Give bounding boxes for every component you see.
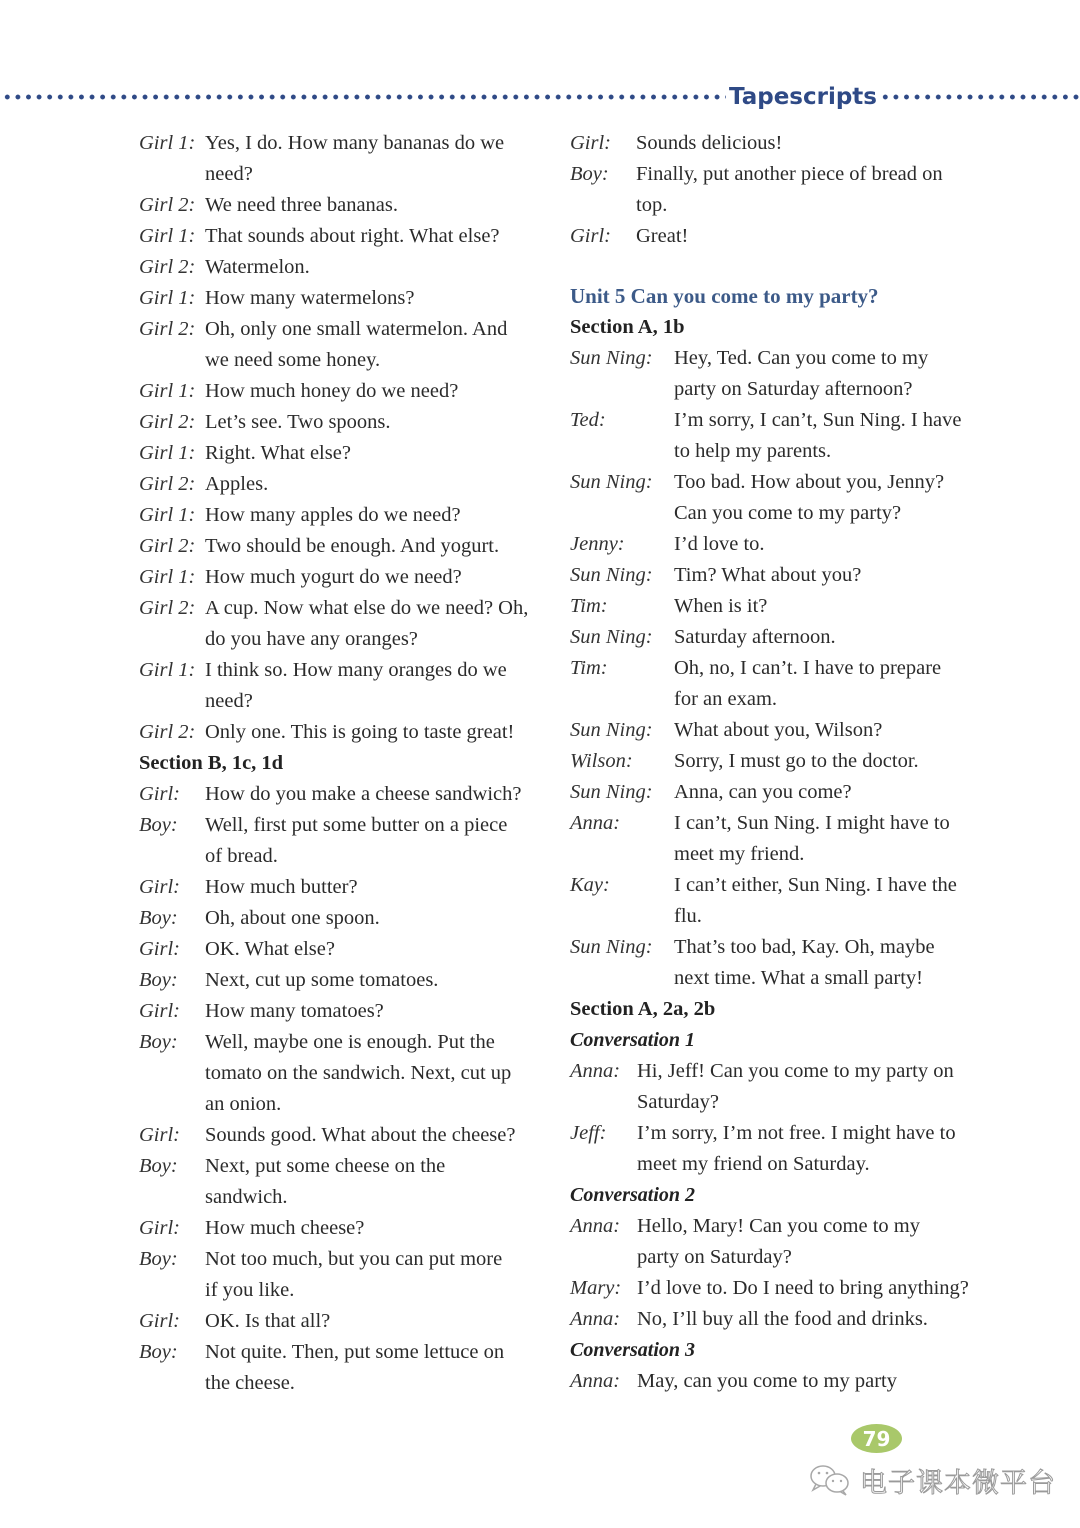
speaker-label: Mary: (570, 1277, 622, 1299)
speaker-label: Boy: (139, 969, 178, 991)
speaker-label: Sun Ning: (570, 626, 653, 648)
dialogue-text: Tim? What about you? (674, 564, 862, 586)
dialogue-text: sandwich. (205, 1186, 288, 1208)
header-title: Tapescripts (728, 84, 877, 110)
dialogue-line (139, 1089, 549, 1120)
speaker-label: Boy: (139, 1248, 178, 1270)
dialogue-text: Two should be enough. And yogurt. (205, 535, 500, 557)
speaker-label: Boy: (139, 1031, 178, 1053)
dialogue-line (139, 810, 549, 841)
dialogue-line (139, 1182, 549, 1213)
speaker-label: Girl 2: (139, 597, 196, 619)
dialogue-text: That’s too bad, Kay. Oh, maybe (674, 936, 935, 958)
dialogue-line (570, 1056, 980, 1087)
dialogue-text: Anna, can you come? (674, 781, 852, 803)
dialogue-text: next time. What a small party! (674, 967, 923, 989)
speaker-label: Girl 1: (139, 132, 196, 154)
dialogue-line (570, 343, 980, 374)
speaker-label: Sun Ning: (570, 781, 653, 803)
dialogue-line (139, 407, 549, 438)
watermark-text: 电子课本微平台 (860, 1467, 1056, 1499)
dialogue-line (570, 653, 980, 684)
dialogue-line (570, 1149, 980, 1180)
dialogue-line (570, 1273, 980, 1304)
speaker-label: Sun Ning: (570, 347, 653, 369)
dialogue-text: do you have any oranges? (205, 628, 418, 650)
dialogue-text: Oh, only one small watermelon. And (205, 318, 508, 340)
speaker-label (570, 1087, 637, 1118)
dialogue-line (570, 1118, 980, 1149)
dialogue-text: need? (205, 690, 253, 712)
dialogue-text: Oh, about one spoon. (205, 907, 380, 929)
speaker-label: Girl 1: (139, 566, 196, 588)
speaker-label: Girl 1: (139, 659, 196, 681)
dialogue-line (139, 469, 549, 500)
speaker-label: Girl 2: (139, 318, 196, 340)
speaker-label: Girl: (570, 225, 611, 247)
speaker-label (570, 498, 674, 529)
dialogue-text: I’d love to. (674, 533, 765, 555)
dialogue-line (570, 777, 980, 808)
dialogue-text: I’d love to. Do I need to bring anything? (637, 1277, 969, 1299)
dialogue-line (570, 374, 980, 405)
dialogue-text: Only one. This is going to taste great! (205, 721, 515, 743)
dialogue-fruit-smoothie (139, 128, 549, 748)
dialogue-text: we need some honey. (205, 349, 381, 371)
dialogue-line (139, 221, 549, 252)
dialogue-line (570, 1087, 980, 1118)
dialogue-text: Not quite. Then, put some lettuce on (205, 1341, 505, 1363)
speaker-label: Girl: (139, 938, 180, 960)
speaker-label (570, 1242, 637, 1273)
dialogue-text: Watermelon. (205, 256, 310, 278)
dialogue-text: Well, first put some butter on a piece (205, 814, 508, 836)
speaker-label (139, 345, 205, 376)
speaker-label (139, 1182, 205, 1213)
dialogue-text: Hi, Jeff! Can you come to my party on (637, 1060, 954, 1082)
dialogue-line (570, 622, 980, 653)
speaker-label: Girl 2: (139, 721, 196, 743)
dialogue-section-a-1b (570, 343, 980, 994)
speaker-label (570, 374, 674, 405)
dialogue-line (139, 1244, 549, 1275)
speaker-label: Anna: (570, 1215, 621, 1237)
dialogue-text: party on Saturday afternoon? (674, 378, 913, 400)
dialogue-cheese-sandwich (139, 779, 549, 1399)
speaker-label: Girl: (139, 1000, 180, 1022)
speaker-label: Girl 1: (139, 225, 196, 247)
dialogue-line (570, 684, 980, 715)
dialogue-text: I can’t either, Sun Ning. I have the (674, 874, 957, 896)
section-heading: Section B, 1c, 1d (139, 752, 284, 774)
dialogue-line (139, 345, 549, 376)
dialogue-text: Finally, put another piece of bread on (636, 163, 943, 185)
dialogue-text: Hey, Ted. Can you come to my (674, 347, 929, 369)
dialogue-text: How much yogurt do we need? (205, 566, 462, 588)
speaker-label: Sun Ning: (570, 471, 653, 493)
speaker-label (570, 839, 674, 870)
speaker-label: Girl 1: (139, 504, 196, 526)
left-column (139, 128, 549, 1399)
conversation-heading: Conversation 1 (570, 1029, 696, 1051)
dialogue-text: Let’s see. Two spoons. (205, 411, 391, 433)
dialogue-text: Oh, no, I can’t. I have to prepare (674, 657, 942, 679)
dialogue-line (139, 903, 549, 934)
dialogue-line (139, 1120, 549, 1151)
dialogue-line (570, 839, 980, 870)
speaker-label: Boy: (570, 163, 609, 185)
dialogue-line (570, 1211, 980, 1242)
dialogue-line (139, 500, 549, 531)
dialogue-text: Great! (636, 225, 689, 247)
speaker-label: Girl 1: (139, 442, 196, 464)
speaker-label: Kay: (570, 874, 610, 896)
speaker-label: Jenny: (570, 533, 625, 555)
dialogue-text: I think so. How many oranges do we (205, 659, 507, 681)
dialogue-text: That sounds about right. What else? (205, 225, 500, 247)
speaker-label (139, 1089, 205, 1120)
dialogue-line (139, 1337, 549, 1368)
speaker-label: Sun Ning: (570, 936, 653, 958)
dialogue-text: No, I’ll buy all the food and drinks. (637, 1308, 928, 1330)
speaker-label: Girl 2: (139, 411, 196, 433)
conversation-dialogue (570, 1056, 980, 1180)
dialogue-text: Right. What else? (205, 442, 351, 464)
speaker-label: Boy: (139, 1155, 178, 1177)
speaker-label (139, 1058, 205, 1089)
speaker-label: Anna: (570, 812, 621, 834)
dialogue-line (139, 717, 549, 748)
dialogue-text: How many tomatoes? (205, 1000, 384, 1022)
dialogue-line (139, 1275, 549, 1306)
dialogue-text: tomato on the sandwich. Next, cut up (205, 1062, 512, 1084)
dialogue-line (570, 128, 980, 159)
dialogue-text: flu. (674, 905, 702, 927)
dialogue-line (570, 467, 980, 498)
dialogue-line (139, 1151, 549, 1182)
speaker-label (139, 841, 205, 872)
dialogue-line (570, 529, 980, 560)
speaker-label: Boy: (139, 814, 178, 836)
dialogue-text: When is it? (674, 595, 768, 617)
dialogue-line (139, 872, 549, 903)
section-heading: Section A, 2a, 2b (570, 998, 716, 1020)
speaker-label: Girl 2: (139, 194, 196, 216)
dialogue-line (570, 405, 980, 436)
speaker-label: Ted: (570, 409, 606, 431)
speaker-label: Tim: (570, 595, 608, 617)
speaker-label (139, 159, 205, 190)
dialogue-text: OK. Is that all? (205, 1310, 331, 1332)
dialogue-line (139, 128, 549, 159)
dialogue-text: May, can you come to my party (637, 1370, 897, 1392)
speaker-label: Girl 2: (139, 256, 196, 278)
conversation-dialogue (570, 1366, 980, 1397)
dialogue-text: I can’t, Sun Ning. I might have to (674, 812, 950, 834)
dialogue-text: to help my parents. (674, 440, 832, 462)
dialogue-line (139, 655, 549, 686)
speaker-label: Anna: (570, 1370, 621, 1392)
dialogue-line (570, 870, 980, 901)
dotted-rule-left (2, 94, 726, 100)
dialogue-line (570, 221, 980, 252)
watermark (808, 1460, 1056, 1500)
dialogue-line (570, 1304, 980, 1335)
speaker-label: Wilson: (570, 750, 633, 772)
dialogue-line (570, 808, 980, 839)
dialogue-line (139, 996, 549, 1027)
dialogue-text: Saturday? (637, 1091, 719, 1113)
dialogue-text: What about you, Wilson? (674, 719, 883, 741)
speaker-label: Girl 2: (139, 473, 196, 495)
speaker-label (570, 963, 674, 994)
dialogue-text: Not too much, but you can put more (205, 1248, 503, 1270)
dialogue-line (139, 252, 549, 283)
speaker-label (570, 190, 636, 221)
dialogue-line (139, 1368, 549, 1399)
conversation-heading: Conversation 2 (570, 1184, 696, 1206)
speaker-label: Girl: (139, 783, 180, 805)
page-header (0, 84, 1080, 110)
dialogue-text: How do you make a cheese sandwich? (205, 783, 522, 805)
dialogue-text: Next, cut up some tomatoes. (205, 969, 439, 991)
dialogue-line (570, 159, 980, 190)
dialogue-text: Well, maybe one is enough. Put the (205, 1031, 495, 1053)
dialogue-text: meet my friend. (674, 843, 805, 865)
dialogue-text: A cup. Now what else do we need? Oh, (205, 597, 529, 619)
conversation-dialogue (570, 1211, 980, 1335)
dialogue-text: Sorry, I must go to the doctor. (674, 750, 919, 772)
dialogue-line (570, 1366, 980, 1397)
dialogue-text: Yes, I do. How many bananas do we (205, 132, 505, 154)
dialogue-line (139, 190, 549, 221)
dialogue-line (139, 965, 549, 996)
dialogue-line (570, 1242, 980, 1273)
unit-title: Unit 5 Can you come to my party? (570, 284, 879, 308)
speaker-label: Anna: (570, 1060, 621, 1082)
dialogue-line (570, 498, 980, 529)
dialogue-line (139, 438, 549, 469)
dialogue-text: of bread. (205, 845, 278, 867)
speaker-label (570, 1149, 637, 1180)
dialogue-line (570, 715, 980, 746)
dialogue-line (139, 314, 549, 345)
dialogue-line (570, 436, 980, 467)
section-heading: Section A, 1b (570, 316, 685, 338)
dialogue-line (139, 283, 549, 314)
dialogue-text: Next, put some cheese on the (205, 1155, 446, 1177)
dialogue-line (139, 1058, 549, 1089)
speaker-label (570, 684, 674, 715)
dialogue-line (570, 591, 980, 622)
speaker-label: Girl 1: (139, 287, 196, 309)
speaker-label (570, 436, 674, 467)
speaker-label: Sun Ning: (570, 564, 653, 586)
dialogue-text: Can you come to my party? (674, 502, 902, 524)
dialogue-line (139, 779, 549, 810)
dialogue-line (570, 746, 980, 777)
dialogue-text: OK. What else? (205, 938, 335, 960)
speaker-label: Jeff: (570, 1122, 607, 1144)
speaker-label: Boy: (139, 1341, 178, 1363)
dialogue-text: How many apples do we need? (205, 504, 461, 526)
speaker-label: Girl: (570, 132, 611, 154)
dialogue-text: an onion. (205, 1093, 282, 1115)
speaker-label: Anna: (570, 1308, 621, 1330)
dialogue-text: How much cheese? (205, 1217, 365, 1239)
dialogue-line (139, 624, 549, 655)
dialogue-line (570, 901, 980, 932)
dialogue-line (139, 376, 549, 407)
dialogue-line (139, 593, 549, 624)
dialogue-sandwich-continued (570, 128, 980, 252)
dialogue-text: top. (636, 194, 668, 216)
dialogue-text: How many watermelons? (205, 287, 415, 309)
speaker-label: Sun Ning: (570, 719, 653, 741)
dialogue-text: if you like. (205, 1279, 295, 1301)
speaker-label: Girl 1: (139, 380, 196, 402)
dialogue-line (139, 841, 549, 872)
dialogue-text: Sounds good. What about the cheese? (205, 1124, 516, 1146)
speaker-label: Tim: (570, 657, 608, 679)
dialogue-text: We need three bananas. (205, 194, 398, 216)
dialogue-line (570, 190, 980, 221)
speaker-label (139, 624, 205, 655)
dialogue-line (139, 531, 549, 562)
dialogue-line (570, 963, 980, 994)
dialogue-line (139, 686, 549, 717)
speaker-label: Boy: (139, 907, 178, 929)
conversation-heading: Conversation 3 (570, 1339, 696, 1361)
right-column (570, 128, 980, 1397)
dialogue-line (139, 562, 549, 593)
dialogue-text: Too bad. How about you, Jenny? (674, 471, 945, 493)
dialogue-text: Sounds delicious! (636, 132, 783, 154)
dotted-rule-right (880, 94, 1080, 100)
dialogue-text: for an exam. (674, 688, 778, 710)
dialogue-line (570, 560, 980, 591)
speaker-label (139, 686, 205, 717)
speaker-label: Girl 2: (139, 535, 196, 557)
dialogue-text: I’m sorry, I’m not free. I might have to (637, 1122, 956, 1144)
dialogue-line (139, 1306, 549, 1337)
dialogue-text: meet my friend on Saturday. (637, 1153, 870, 1175)
dialogue-text: Hello, Mary! Can you come to my (637, 1215, 920, 1237)
dialogue-line (139, 159, 549, 190)
dialogue-text: the cheese. (205, 1372, 295, 1394)
dialogue-text: I’m sorry, I can’t, Sun Ning. I have (674, 409, 962, 431)
speaker-label: Girl: (139, 1310, 180, 1332)
conversations (570, 1025, 980, 1397)
dialogue-text: How much butter? (205, 876, 358, 898)
speaker-label: Girl: (139, 1217, 180, 1239)
dialogue-line (139, 1213, 549, 1244)
wechat-icon (808, 1463, 852, 1497)
speaker-label: Girl: (139, 1124, 180, 1146)
dialogue-line (139, 934, 549, 965)
speaker-label (139, 1368, 205, 1399)
dialogue-text: Saturday afternoon. (674, 626, 836, 648)
dialogue-text: How much honey do we need? (205, 380, 459, 402)
dialogue-text: party on Saturday? (637, 1246, 792, 1268)
speaker-label (139, 1275, 205, 1306)
speaker-label (570, 901, 674, 932)
dialogue-text: need? (205, 163, 253, 185)
dialogue-line (570, 932, 980, 963)
dialogue-line (139, 1027, 549, 1058)
speaker-label: Girl: (139, 876, 180, 898)
dialogue-text: Apples. (205, 473, 269, 495)
page-number-badge: 79 (851, 1424, 902, 1453)
